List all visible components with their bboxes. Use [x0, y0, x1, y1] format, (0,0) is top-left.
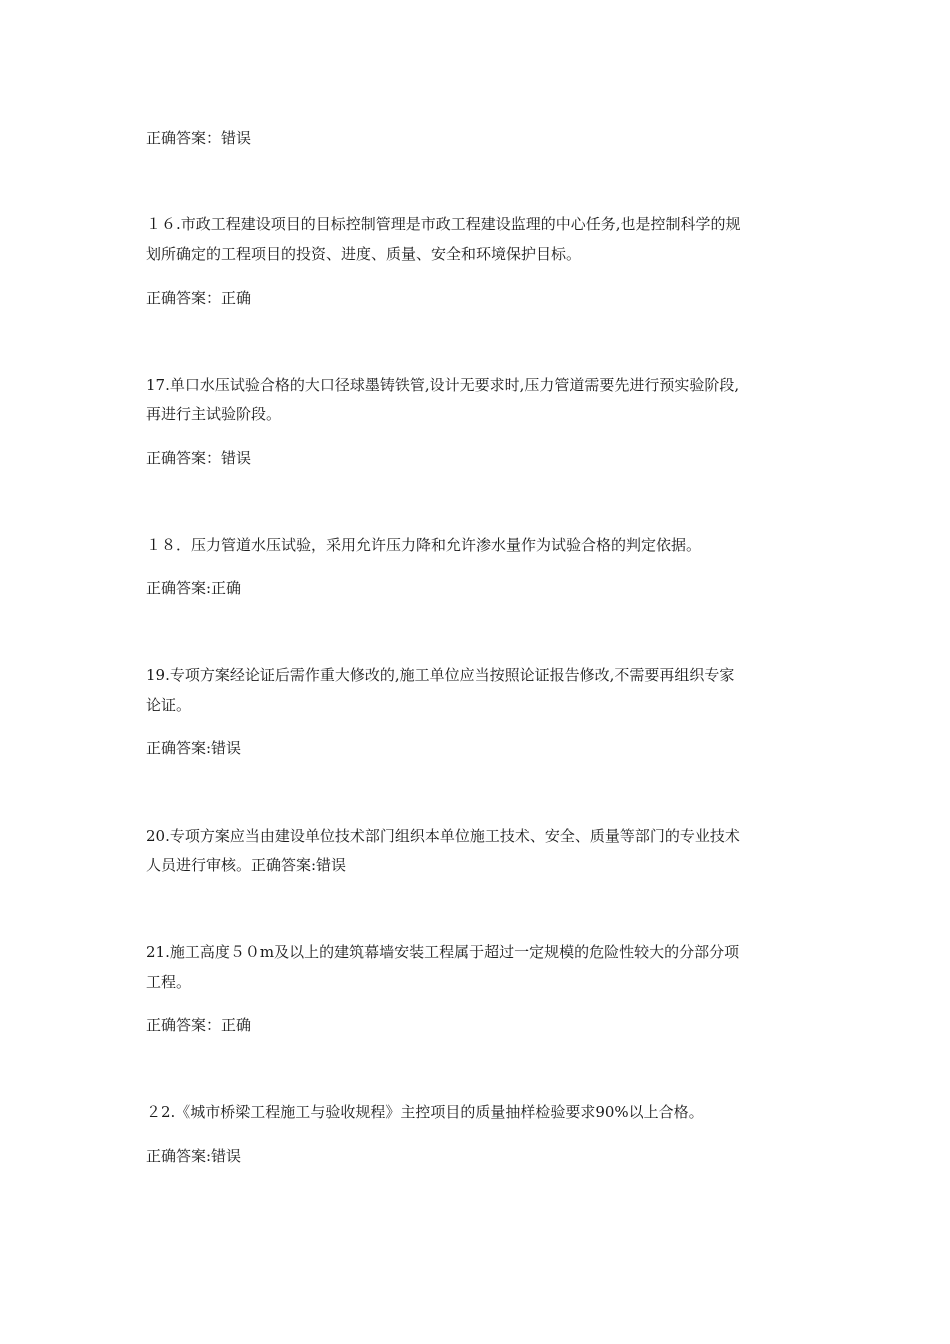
question-21-line-1: 21.施工高度５０m及以上的建筑幕墙安装工程属于超过一定规模的危险性较大的分部分项: [146, 943, 740, 961]
answer-19: 正确答案:错误: [146, 739, 242, 757]
answer-16: 正确答案：正确: [146, 289, 252, 307]
question-17-line-2: 再进行主试验阶段。: [146, 405, 282, 423]
question-17-line-1: 17.单口水压试验合格的大口径球墨铸铁管,设计无要求时,压力管道需要先进行预实验阶段,: [146, 376, 740, 394]
answer-21: 正确答案：正确: [146, 1016, 252, 1034]
answer-22: 正确答案:错误: [146, 1147, 242, 1165]
question-19-line-1: 19.专项方案经论证后需作重大修改的,施工单位应当按照论证报告修改,不需要再组织专家: [146, 666, 735, 684]
question-20-line-2: 人员进行审核。正确答案:错误: [146, 856, 347, 874]
question-18-line-1: １８．压力管道水压试验，采用允许压力降和允许渗水量作为试验合格的判定依据。: [146, 536, 702, 554]
question-21-line-2: 工程。: [146, 973, 192, 991]
answer-15: 正确答案：错误: [146, 129, 252, 147]
answer-18: 正确答案:正确: [146, 579, 242, 597]
question-16-line-2: 划所确定的工程项目的投资、进度、质量、安全和环境保护目标。: [146, 245, 582, 263]
question-19-line-2: 论证。: [146, 696, 192, 714]
question-22-line-1: ２2.《城市桥梁工程施工与验收规程》主控项目的质量抽样检验要求90%以上合格。: [146, 1103, 704, 1121]
answer-17: 正确答案：错误: [146, 449, 252, 467]
question-16-line-1: １６.市政工程建设项目的目标控制管理是市政工程建设监理的中心任务,也是控制科学的规: [146, 215, 741, 233]
question-20-line-1: 20.专项方案应当由建设单位技术部门组织本单位施工技术、安全、质量等部门的专业技术: [146, 827, 740, 845]
